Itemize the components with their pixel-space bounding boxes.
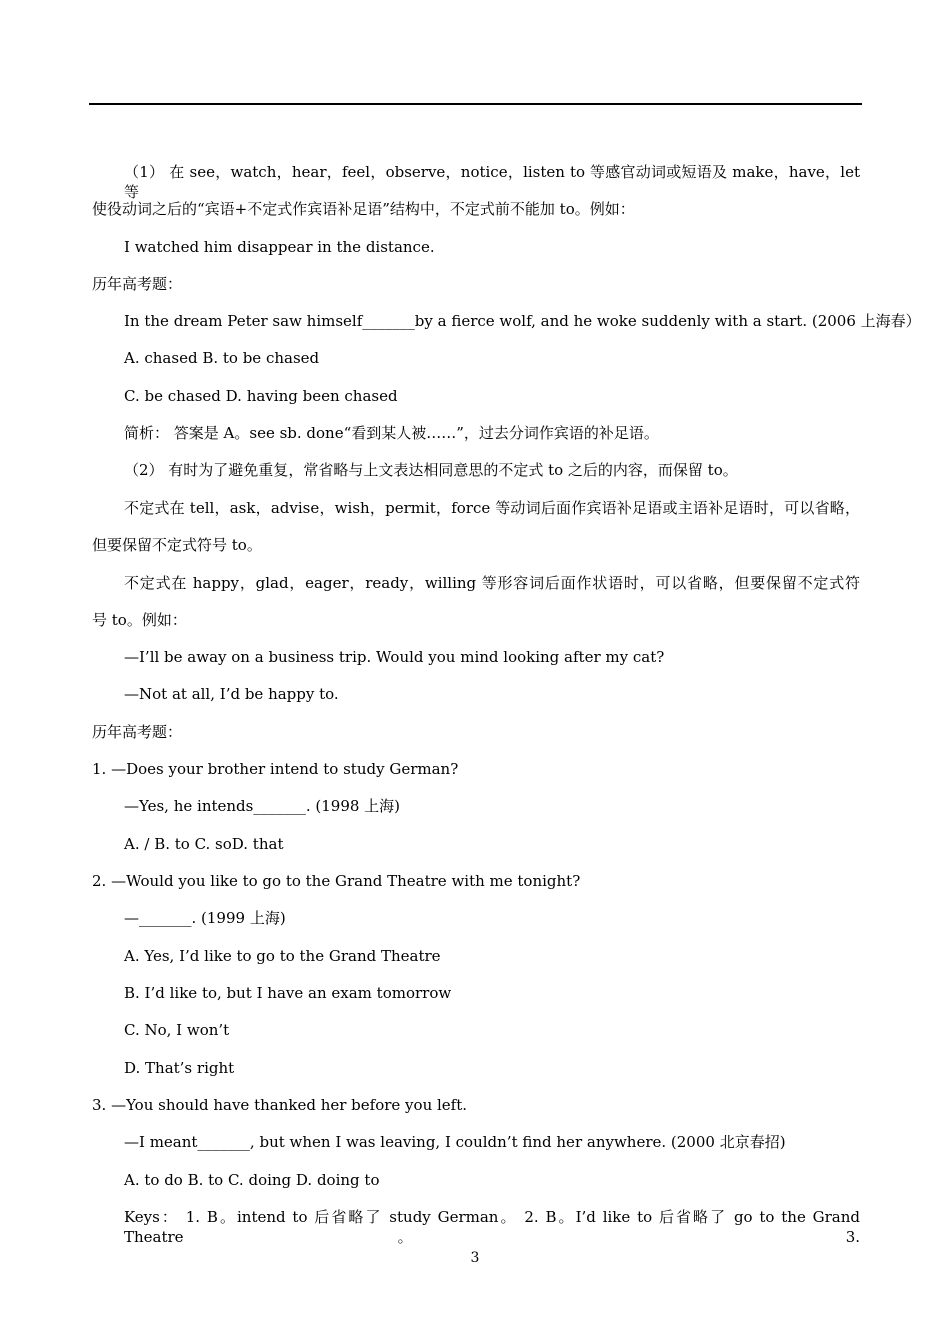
- text-line: C. be chased D. having been chased: [124, 387, 398, 405]
- text-line: 2. —Would you like to go to the Grand Theatre with me tonight?: [92, 872, 581, 890]
- header-rule: [89, 103, 862, 105]
- text-line: —I’ll be away on a business trip. Would you mind looking after my cat?: [124, 648, 665, 666]
- text-line: （2） 有时为了避免重复，常省略与上文表达相同意思的不定式 to 之后的内容，而保留 to。: [124, 461, 738, 479]
- text-line: 3. —You should have thanked her before you left.: [92, 1096, 468, 1114]
- text-line: —Yes, he intends_______. (1998 上海): [124, 797, 401, 815]
- text-line: 不定式在 happy，glad，eager，ready，willing 等形容词后面作状语时，可以省略，但要保留不定式符: [124, 574, 860, 592]
- text-line: （1） 在 see，watch，hear，feel，observe，notice，listen to 等感官动词或短语及 make，have，let 等: [124, 163, 860, 201]
- page-number: 3: [470, 1250, 480, 1266]
- text-line: A. / B. to C. soD. that: [124, 835, 284, 853]
- text-line: —_______. (1999 上海): [124, 909, 286, 927]
- text-line: 历年高考题：: [92, 723, 183, 741]
- text-line: 不定式在 tell，ask，advise，wish，permit，force 等动词后面作宾语补足语或主语补足语时，可以省略，: [124, 499, 860, 517]
- text-line: 使役动词之后的“宾语+不定式作宾语补足语”结构中，不定式前不能加 to。例如：: [92, 200, 635, 218]
- text-line: C. No, I won’t: [124, 1021, 230, 1039]
- text-line: A. Yes, I’d like to go to the Grand Theatre: [124, 947, 441, 965]
- text-line: —Not at all, I’d be happy to.: [124, 685, 339, 703]
- text-line: I watched him disappear in the distance.: [124, 238, 435, 256]
- text-line: A. to do B. to C. doing D. doing to: [124, 1171, 380, 1189]
- text-line: 号 to。例如：: [92, 611, 187, 629]
- text-line: B. I’d like to, but I have an exam tomorrow: [124, 984, 452, 1002]
- text-line: 1. —Does your brother intend to study German?: [92, 760, 459, 778]
- text-line: D. That’s right: [124, 1059, 235, 1077]
- text-line: 简析： 答案是 A。see sb. done“看到某人被……”，过去分词作宾语的补足语。: [124, 424, 659, 442]
- text-line: A. chased B. to be chased: [124, 349, 320, 367]
- text-line: 但要保留不定式符号 to。: [92, 536, 262, 554]
- text-line: —I meant_______, but when I was leaving, I couldn’t find her anywhere. (2000 北京春招): [124, 1133, 786, 1151]
- text-line: Keys： 1. B。intend to 后省略了 study German。 2. B。I’d like to 后省略了 go to the Grand Theatre。 3.: [124, 1208, 860, 1246]
- text-line: In the dream Peter saw himself_______by a fierce wolf, and he woke suddenly with a start. (2006 上海春）: [124, 312, 921, 330]
- text-line: 历年高考题：: [92, 275, 183, 293]
